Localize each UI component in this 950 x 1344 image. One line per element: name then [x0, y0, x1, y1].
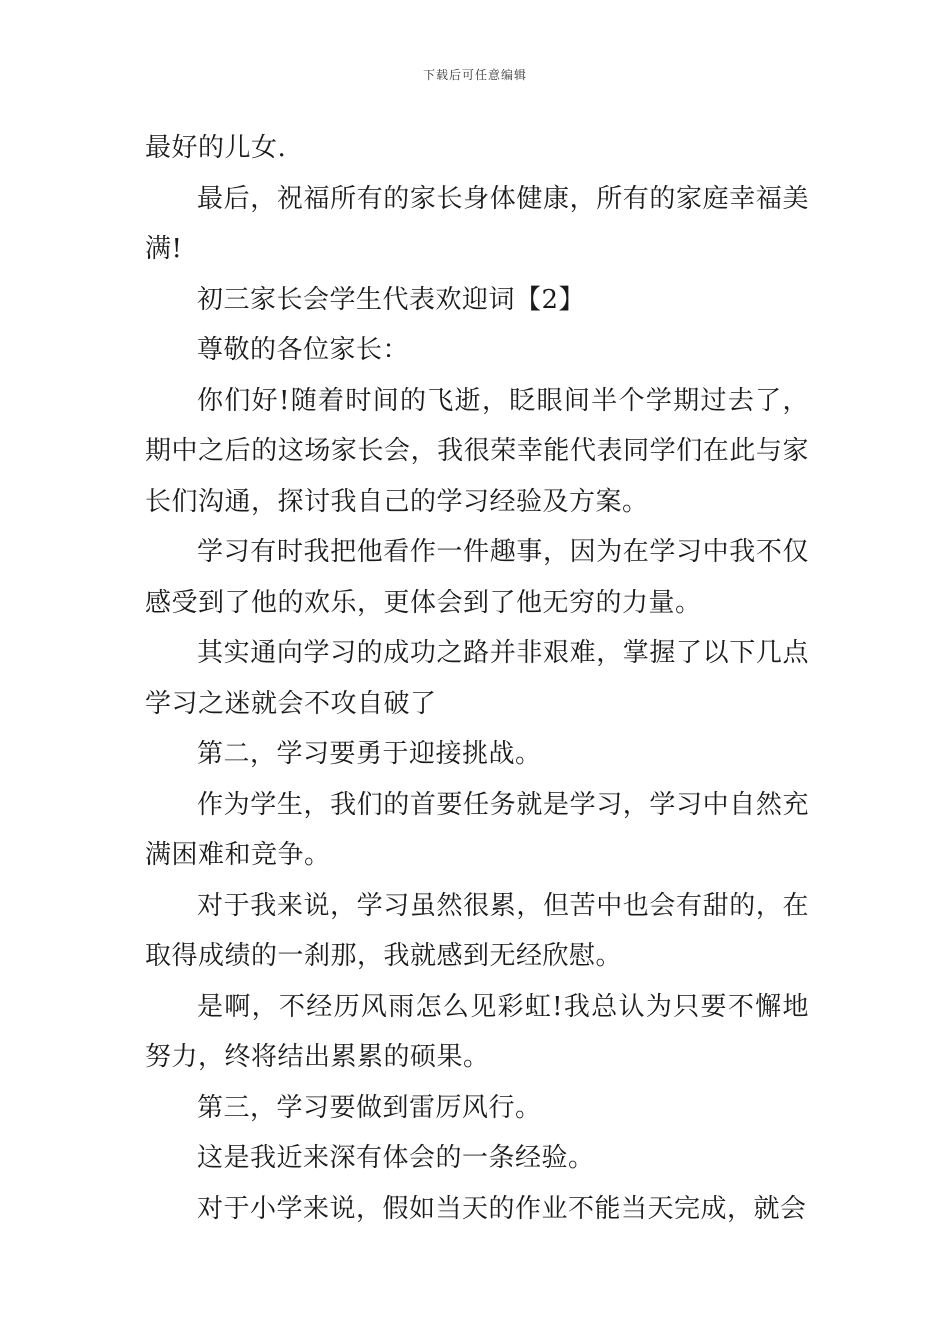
paragraph: 学习有时我把他看作一件趣事，因为在学习中我不仅感受到了他的欢乐，更体会到了他无穷的力量。: [145, 537, 809, 618]
paragraph: 这是我近来深有体会的一条经验。: [197, 1143, 595, 1173]
paragraph: 作为学生，我们的首要任务就是学习，学习中自然充满困难和竞争。: [145, 789, 809, 870]
section-title: 初三家长会学生代表欢迎词【2】: [197, 284, 586, 315]
paragraph: 最后，祝福所有的家长身体健康，所有的家庭幸福美满!: [145, 183, 809, 264]
paragraph: 对于我来说，学习虽然很累，但苦中也会有甜的，在取得成绩的一刹那，我就感到无经欣慰。: [145, 890, 809, 971]
paragraph: 其实通向学习的成功之路并非艰难，掌握了以下几点学习之迷就会不攻自破了: [145, 638, 809, 719]
document-body: [145, 123, 809, 1234]
paragraph: 最好的儿女.: [145, 133, 287, 163]
paragraph: 第二，学习要勇于迎接挑战。: [197, 739, 542, 769]
salutation: 尊敬的各位家长：: [197, 335, 410, 365]
paragraph: 第三，学习要做到雷厉风行。: [197, 1092, 542, 1123]
paragraph: 对于小学来说，假如当天的作业不能当天完成，就会: [197, 1193, 807, 1224]
paragraph: 你们好!随着时间的飞逝，眨眼间半个学期过去了，期中之后的这场家长会，我很荣幸能代表同学们在此与家长们沟通，探讨我自己的学习经验及方案。: [145, 385, 809, 517]
page-header: 下载后可任意编辑: [422, 68, 527, 82]
paragraph: 是啊，不经历风雨怎么见彩虹!我总认为只要不懈地努力，终将结出累累的硕果。: [145, 991, 809, 1072]
